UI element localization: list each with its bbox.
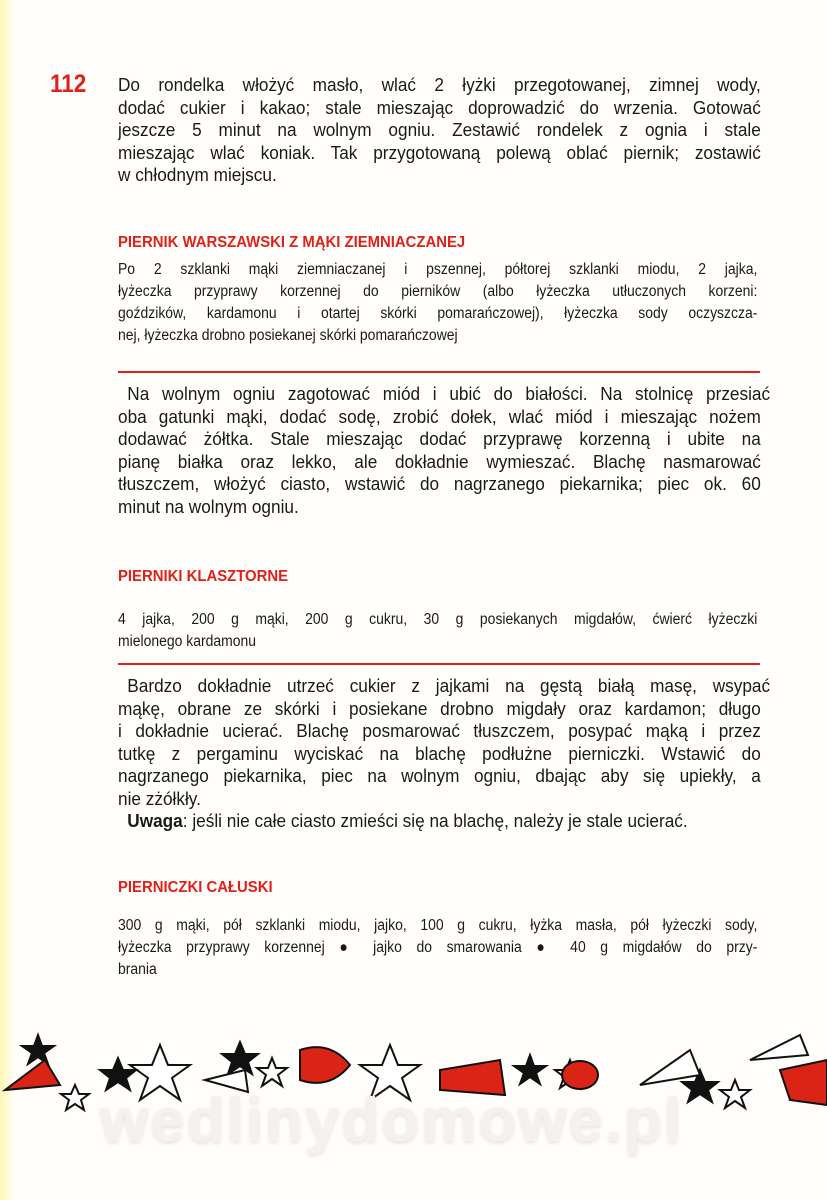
page-edge-tint bbox=[0, 0, 14, 1200]
text-line: łyżeczka przyprawy korzennej ● jajko do smarowania ● 40 g migdałów do przy- bbox=[118, 939, 758, 956]
text-line: minut na wolnym ogniu. bbox=[118, 495, 299, 517]
divider-rule bbox=[118, 663, 760, 665]
text-line: Na wolnym ogniu zagotować miód i ubić do białości. Na stolnicę przesiać bbox=[127, 383, 771, 404]
text-line: oba gatunki mąki, dodać sodę, zrobić dołek, wlać miód i mieszając nożem bbox=[118, 405, 761, 427]
text-line: 4 jajka, 200 g mąki, 200 g cukru, 30 g posiekanych migdałów, ćwierć łyżeczki bbox=[118, 611, 758, 628]
text-line: Do rondelka włożyć masło, wlać 2 łyżki przegotowanej, zimnej wody, bbox=[118, 74, 761, 95]
text-line: mąkę, obrane ze skórki i posiekane drobno migdały oraz kardamon; długo bbox=[118, 697, 761, 719]
text-line: dodać cukier i kakao; stale mieszając doprowadzić do wrzenia. Gotować bbox=[118, 96, 761, 118]
text-line: mielonego kardamonu bbox=[118, 633, 257, 650]
text-line: nie zżółkły. bbox=[118, 787, 201, 809]
text-line: Po 2 szklanki mąki ziemniaczanej i pszennej, półtorej szklanki miodu, 2 jajka, bbox=[118, 261, 758, 278]
text-line: i dokładnie ucierać. Blachę posmarować tłuszczem, posypać mąką i przez bbox=[118, 720, 761, 741]
text-line: tłuszczem, włożyć ciasto, wstawić do nagrzanego piekarnika; piec ok. 60 bbox=[118, 473, 761, 494]
divider-rule bbox=[118, 371, 760, 373]
text-line: pianę białka oraz lekko, ale dokładnie wymieszać. Blachę nasmarować bbox=[118, 450, 761, 472]
text-line: nej, łyżeczka drobno posiekanej skórki pomarańczowej bbox=[118, 327, 458, 344]
note-text: : jeśli nie całe ciasto zmieści się na blachę, należy je stale ucierać. bbox=[182, 810, 688, 831]
text-line: nagrzanego piekarnika, piec na wolnym ogniu, dbając aby się upiekły, a bbox=[118, 765, 761, 786]
text-line: brania bbox=[118, 961, 157, 978]
ingredients-pierniki-klasztorne bbox=[118, 609, 758, 653]
text-line: Bardzo dokładnie utrzeć cukier z jajkami na gęstą białą masę, wsypać bbox=[127, 675, 771, 696]
ingredients-piernik-warszawski bbox=[118, 259, 758, 347]
ingredients-pierniczki-caluski bbox=[118, 915, 758, 981]
text-line: 300 g mąki, pół szklanki miodu, jajko, 100 g cukru, łyżka masła, pół łyżeczki sody, bbox=[118, 917, 758, 934]
text-line: łyżeczka przyprawy korzennej do pierników (albo łyżeczka utłuczonych korzeni: bbox=[118, 283, 758, 300]
intro-paragraph bbox=[118, 74, 761, 187]
text-line: tutkę z pergaminu wyciskać na blachę podłużne pierniczki. Wstawić do bbox=[118, 742, 761, 764]
text-line: jeszcze 5 minut na wolnym ogniu. Zestawić rondelek z ognia i stale bbox=[118, 119, 761, 140]
method-pierniki-klasztorne bbox=[118, 675, 771, 810]
recipe-title-pierniki-klasztorne: PIERNIKI KLASZTORNE bbox=[118, 568, 289, 585]
note-label: Uwaga bbox=[127, 810, 183, 831]
text-line: goździków, kardamonu i otartej skórki pomarańczowej), łyżeczka sody oczyszcza- bbox=[118, 305, 758, 322]
note-pierniki-klasztorne bbox=[118, 810, 758, 833]
text-line: mieszając wlać koniak. Tak przygotowaną polewą oblać piernik; zostawić bbox=[118, 141, 761, 163]
watermark: wedlinydomowe.pl bbox=[100, 1086, 684, 1155]
page-number: 112 bbox=[50, 70, 87, 98]
recipe-title-pierniczki-caluski: PIERNICZKI CAŁUSKI bbox=[118, 879, 273, 896]
text-line: dodawać żółtka. Stale mieszając dodać przyprawę korzenną i ubite na bbox=[118, 428, 761, 449]
recipe-title-piernik-warszawski: PIERNIK WARSZAWSKI Z MĄKI ZIEMNIACZANEJ bbox=[118, 234, 466, 251]
text-line: w chłodnym miejscu. bbox=[118, 164, 277, 185]
method-piernik-warszawski bbox=[118, 383, 771, 518]
